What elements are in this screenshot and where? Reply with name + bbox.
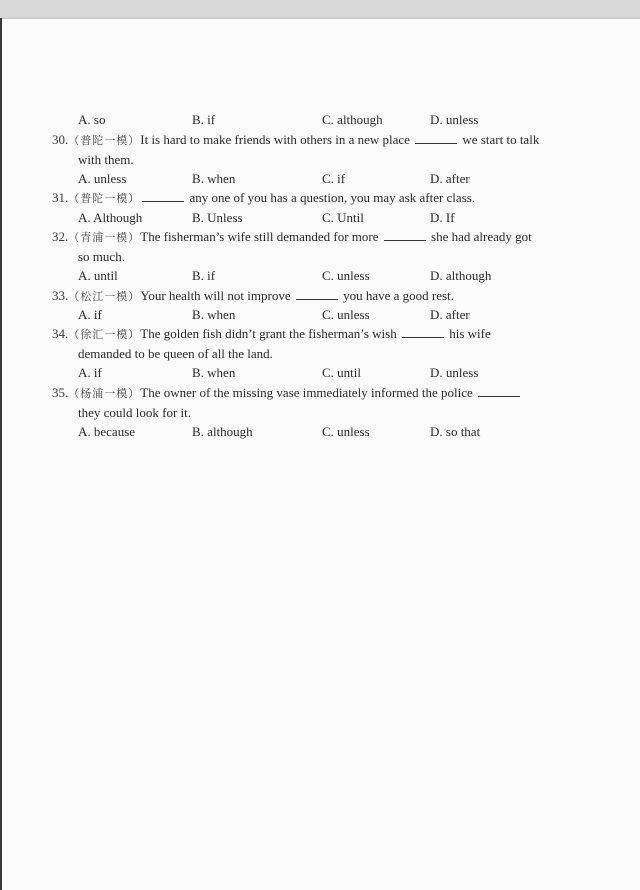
answer-blank — [384, 230, 426, 241]
option-c: C. unless — [322, 424, 370, 439]
option-a: A. so — [78, 112, 106, 127]
question-number: 33. — [52, 288, 69, 303]
question-text-after: his wife — [449, 326, 491, 341]
question-continuation: so much. — [78, 249, 125, 264]
question-number: 32. — [52, 229, 69, 244]
option-d: D. unless — [430, 365, 479, 380]
question-continuation: with them. — [78, 152, 134, 167]
question-text: The fisherman’s wife still demanded for more — [140, 229, 379, 244]
question-source: （松江一模） — [68, 290, 141, 303]
top-bar — [0, 0, 640, 19]
question-source: （徐汇一模） — [68, 328, 141, 341]
option-b: B. if — [192, 112, 216, 127]
question-continuation: demanded to be queen of all the land. — [78, 346, 273, 361]
question-continuation: they could look for it. — [78, 405, 192, 420]
option-a: A. unless — [78, 171, 127, 186]
option-c: C. Until — [322, 210, 364, 225]
option-d: D. so that — [430, 424, 481, 439]
option-d: D. after — [430, 307, 470, 322]
option-d: D. If — [430, 210, 455, 225]
question-number: 34. — [52, 326, 69, 341]
option-d: D. although — [430, 268, 492, 283]
option-b: B. when — [192, 171, 236, 186]
question-text-after: we start to talk — [462, 132, 540, 147]
question-number: 35. — [52, 385, 69, 400]
option-c: C. although — [322, 112, 383, 127]
question-number: 30. — [52, 132, 69, 147]
question-text-after: you have a good rest. — [343, 288, 454, 303]
option-c: C. if — [322, 171, 346, 186]
question-text: Your health will not improve — [140, 288, 291, 303]
question-source: （青浦一模） — [68, 231, 141, 244]
question-text-after: any one of you has a question, you may ask after class. — [189, 190, 476, 205]
question-text: The golden fish didn’t grant the fisherman’s wish — [140, 326, 397, 341]
question-text-after: she had already got — [431, 229, 532, 244]
document-page — [2, 19, 640, 890]
question-source: （普陀一模） — [68, 192, 141, 205]
option-a: A. if — [78, 365, 102, 380]
option-a: A. Although — [78, 210, 143, 225]
option-b: B. when — [192, 307, 236, 322]
question-text: The owner of the missing vase immediately informed the police — [140, 385, 473, 400]
answer-blank — [142, 191, 184, 202]
option-a: A. until — [78, 268, 118, 283]
option-b: B. Unless — [192, 210, 243, 225]
option-b: B. if — [192, 268, 216, 283]
question-number: 31. — [52, 190, 69, 205]
answer-blank — [296, 289, 338, 300]
question-source: （杨浦一模） — [68, 387, 141, 400]
answer-blank — [478, 386, 520, 397]
question-source: （普陀一模） — [68, 134, 141, 147]
question-text: It is hard to make friends with others in a new place — [140, 132, 410, 147]
answer-blank — [402, 327, 444, 338]
answer-blank — [415, 133, 457, 144]
option-c: C. until — [322, 365, 362, 380]
option-a: A. if — [78, 307, 102, 322]
option-d: D. after — [430, 171, 470, 186]
option-a: A. because — [78, 424, 136, 439]
option-c: C. unless — [322, 307, 370, 322]
option-b: B. when — [192, 365, 236, 380]
option-d: D. unless — [430, 112, 479, 127]
option-b: B. although — [192, 424, 253, 439]
option-c: C. unless — [322, 268, 370, 283]
